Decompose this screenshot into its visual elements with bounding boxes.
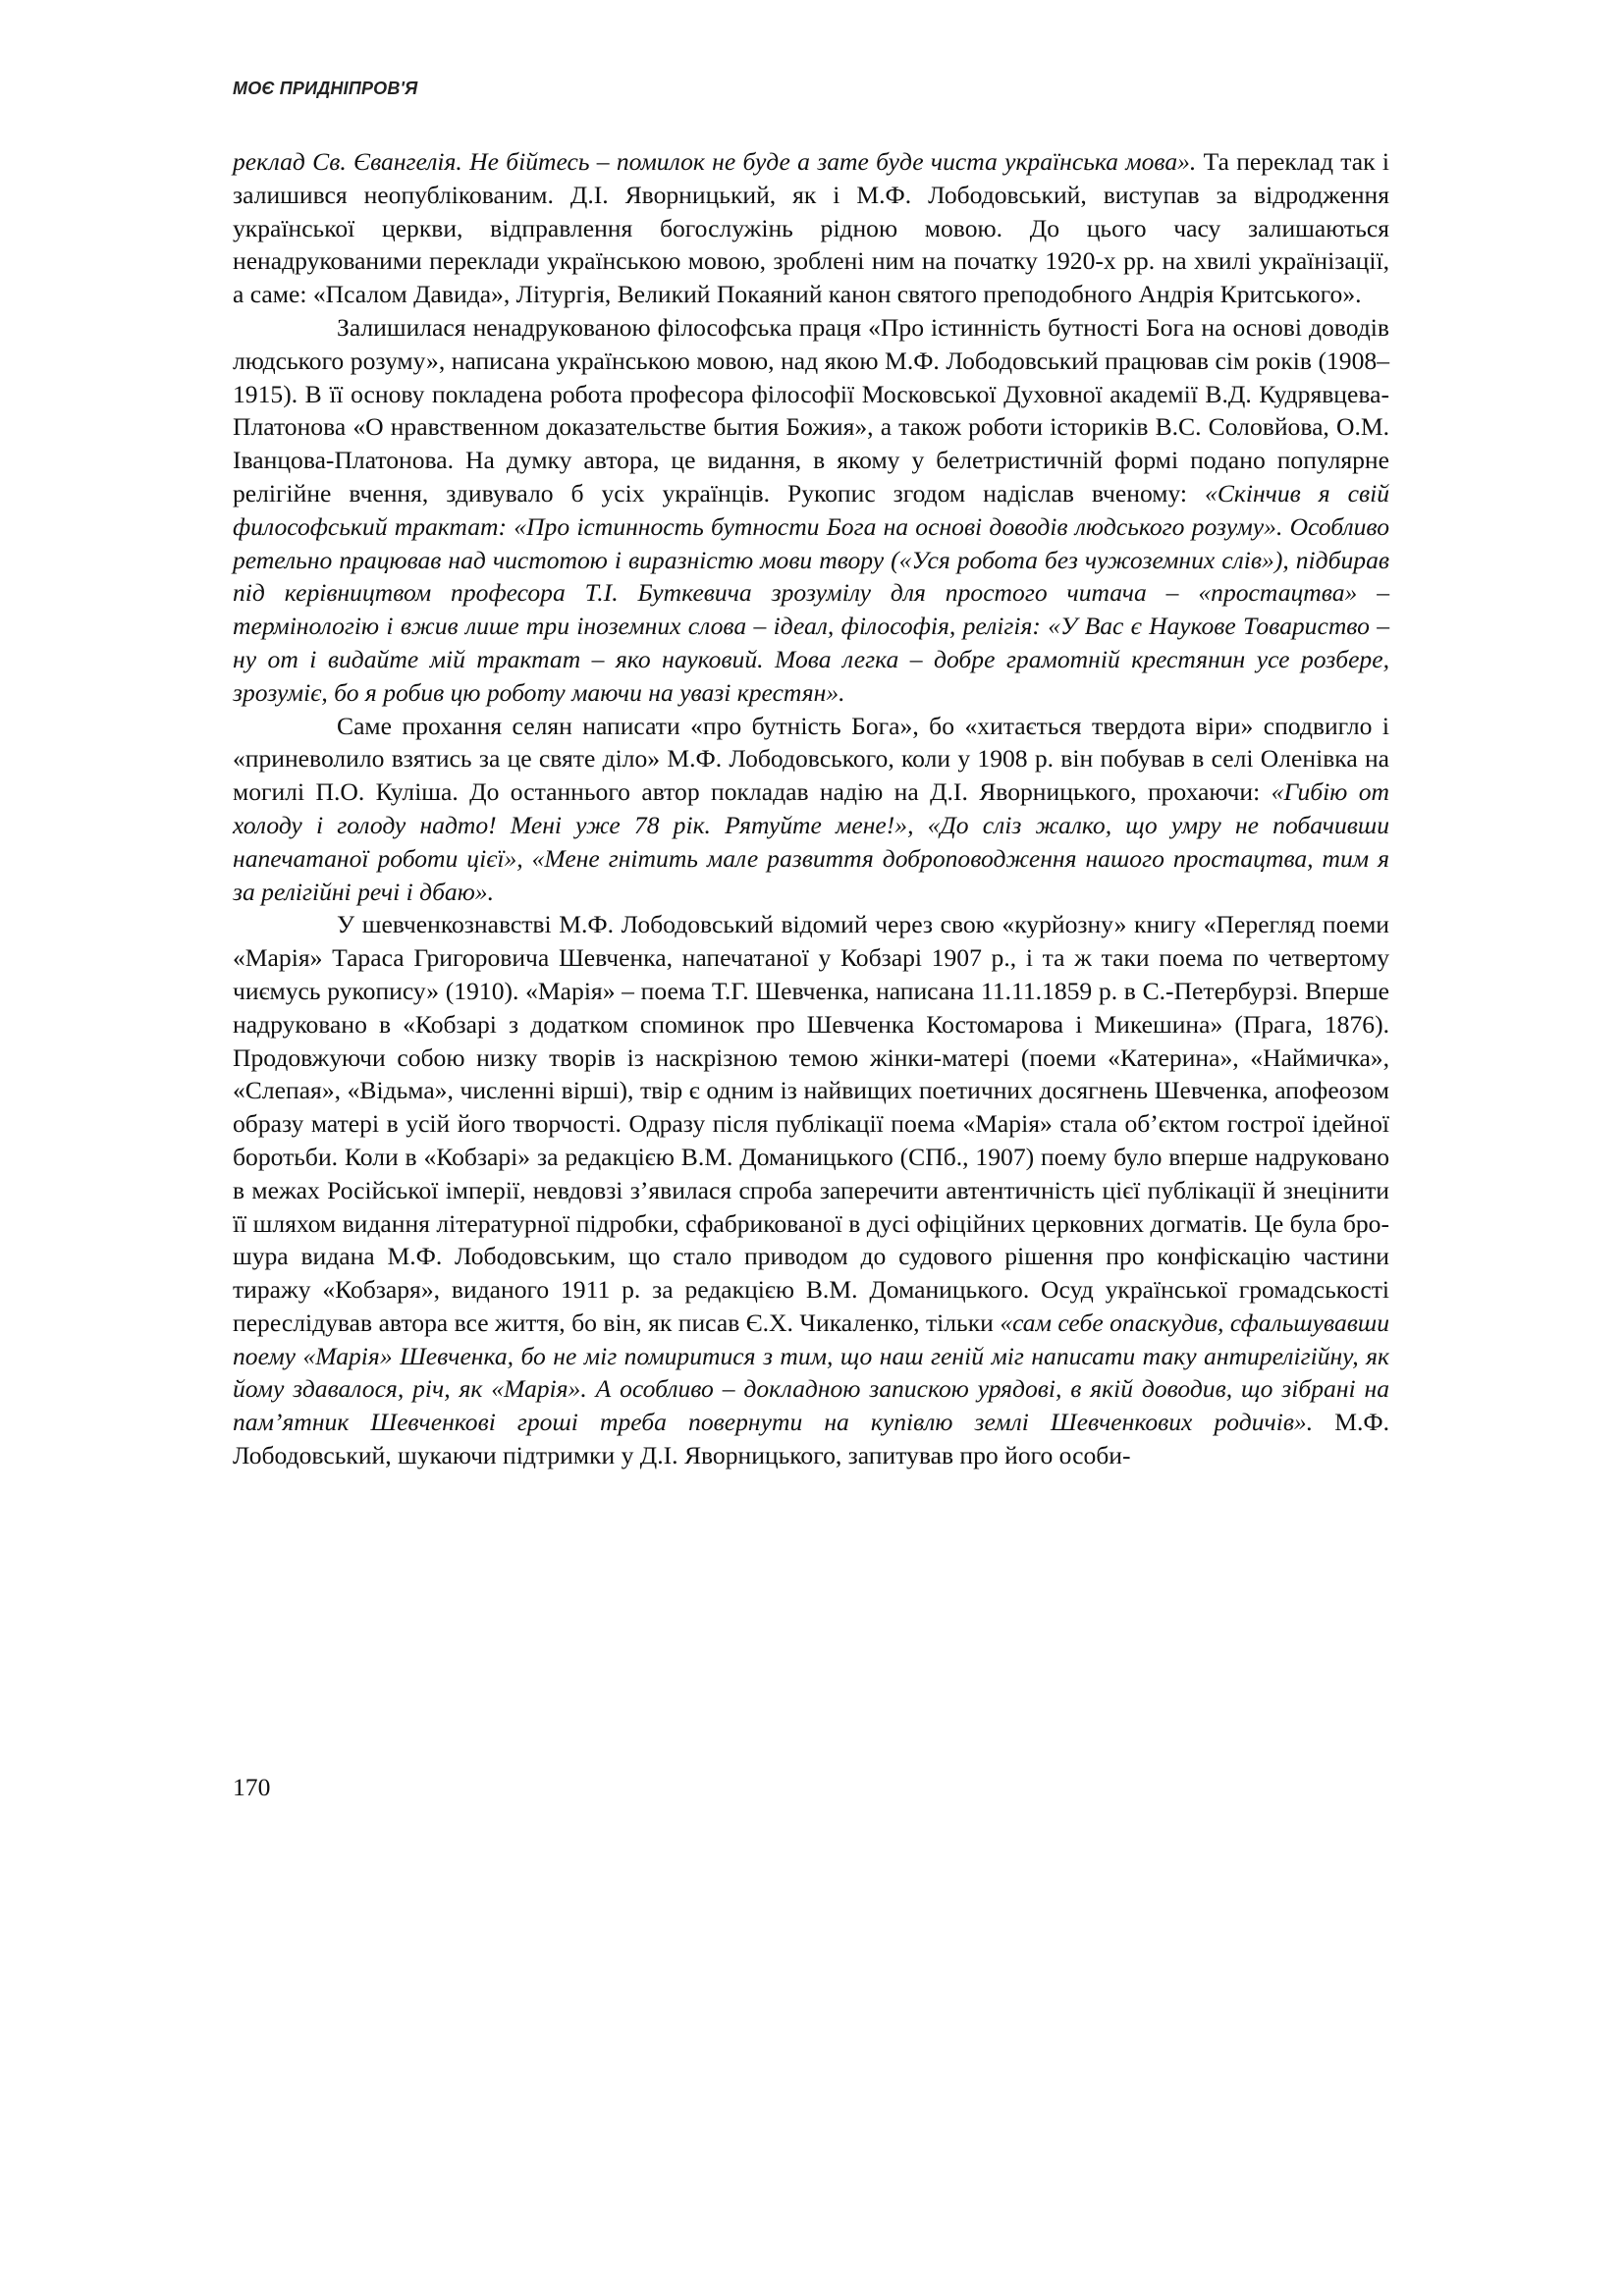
text-span: Та переклад так і залишився неопублікованим. Д.І. Яворницький, як і М.Ф. Лободовський, виступав за відродження української церкви, відправлення богослужінь рідною мовою. До цього часу залишаються ненадрукованими переклади українською мовою, зроблені ним на початку 1920-х рр. на хвилі українізації, а саме: «Псалом Давида», Літургія, Великий Покаяний канон святого преподобного Андрія Критського». — [233, 147, 1389, 309]
text-span: М.Ф. Лободовський, шукаючи підтримки у Д.І. Яворницького, запитував про його особи- — [233, 1408, 1389, 1470]
quote-span: «Скінчив я свій философський трактат: «Про істинность бутности Бога на основі доводів людського розуму». Особливо ретельно працював над чистотою і виразністю мови твору («Уся робота без чужоземних слів»), підбирав під керівництвом професора Т.І. Буткевича зрозумілу для простого читача – «простацтва» – термінологію і вжив лише три іноземних слова – ідеал, філософія, релігія: «У Вас є Наукове Товариство – ну от і видайте мій трактат – яко науковий. Мова легка – добре грамотній крестянин усе розбере, зрозуміє, бо я робив цю роботу маючи на увазі крестян». — [233, 478, 1389, 707]
article-body — [233, 145, 1389, 1472]
text-span: У шевченкознавстві М.Ф. Лободовський відомий через свою «курйозну» книгу «Перегляд поеми «Марія» Тараса Григоровича Шевченка, напечатаної у Кобзарі 1907 р., і та ж таки поема по четвертому чиємусь рукопису» (1910). «Марія» – поема Т.Г. Шевченка, написана 11.11.1859 р. в С.-Петербурзі. Вперше надруковано в «Кобзарі з додатком споминок про Шевченка Костомарова і Микешина» (Прага, 1876). Продовжуючи собою низку творів із наскрізною темою жінки-матері (поеми «Катерина», «Наймичка», «Слепая», «Відьма», численні вірші), твір є одним із найвищих поетичних досягнень Шевченка, апофеозом образу матері в усій його творчості. Одразу після публікації поема «Марія» стала об’єктом гострої ідейної боротьби. Коли в «Кобзарі» за редакцією В.М. Доманицького (СПб., 1907) поему було вперше надруковано в межах Російської імперії, невдовзі з’явилася спроба заперечити автентичність цієї публікації й знецінити її шляхом видання літературної підробки, сфабрикованої в дусі офіційних церковних догматів. Це була брошура видана М.Ф. Лободовським, що стало приводом до судового рішення про конфіскацію частини тиражу «Кобзаря», виданого 1911 р. за редакцією В.М. Доманицького. Осуд української громадськості переслідував автора все життя, бо він, як писав Є.Х. Чикаленко, тільки — [233, 910, 1389, 1337]
paragraph-2 — [233, 311, 1389, 710]
running-title: МОЄ ПРИДНІПРОВ'Я — [233, 79, 418, 98]
paragraph-3 — [233, 710, 1389, 909]
text-span: Саме прохання селян написати «про бутність Бога», бо «хитається твердота віри» сподвигло і «приневолило взятись за це святе діло» М.Ф. Лободовського, коли у 1908 р. він побував в селі Оленівка на могилі П.О. Куліша. До останнього автор покладав надію на Д.І. Яворницького, прохаючи: — [233, 711, 1389, 807]
quote-span: «Гибію от холоду і голоду надто! Мені уже 78 рік. Рятуйте мене!», «До сліз жалко, що умру не побачивши напечатаної роботи цієї», «Мене гнітить мале развиття доброповодження нашого простацтва, тим я за релігійні речі і дбаю». — [233, 777, 1390, 906]
text-span: Залишилася ненадрукованою філософська праця «Про істинність бутності Бога на основі доводів людського розуму», написана українською мовою, над якою М.Ф. Лободовський працював сім років (1908–1915). В її основу покладена робота професора філософії Московської Духовної академії В.Д. Кудрявцева-Платонова «О нравственном доказательстве бытия Божия», а також роботи істориків В.С. Соловйова, О.М. Іванцова-Платонова. На думку автора, це видання, в якому у белетристичній формі подано популярне релігійне вчення, здивувало б усіх українців. Рукопис згодом надіслав вченому: — [233, 312, 1389, 507]
quote-span: «сам себе опаскудив, сфальшувавши поему «Марія» Шевченка, бо не міг помиритися з тим, що наш геній міг написати таку антирелігійну, як йому здавалося, річ, як «Марія». А особливо – докладною запискою урядові, в якій доводив, що зібрані на пам’ятник Шевченкові гроші треба повернути на купівлю землі Шевченкових родичів». — [233, 1308, 1389, 1437]
quote-span: реклад Св. Євангелія. Не бійтесь – помилок не буде а зате буде чиста українська мова». — [233, 147, 1197, 176]
page-number: 170 — [233, 1773, 271, 1801]
paragraph-1 — [233, 145, 1389, 311]
paragraph-4 — [233, 908, 1389, 1472]
